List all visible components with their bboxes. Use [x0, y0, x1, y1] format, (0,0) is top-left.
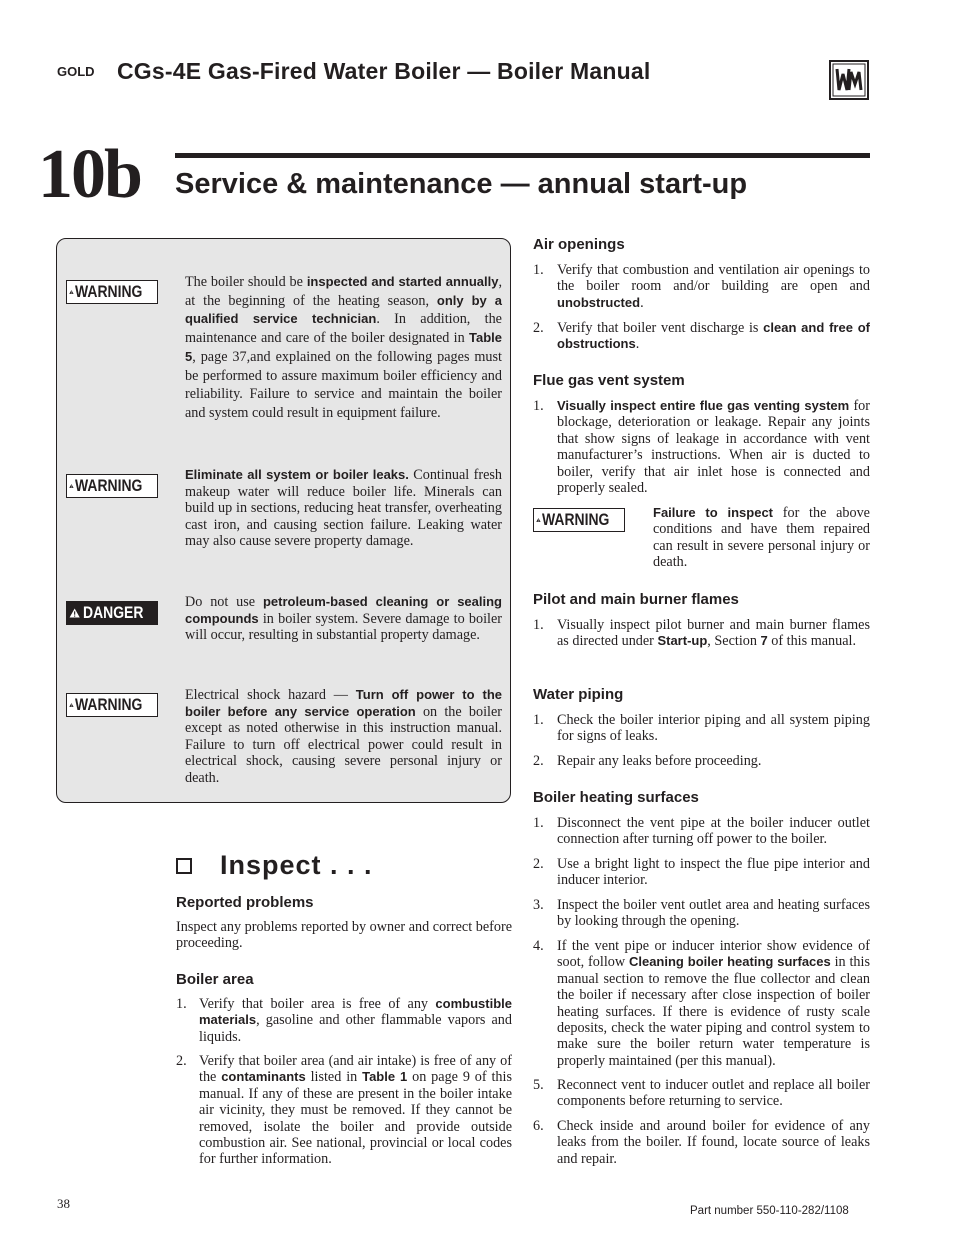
- body-text: Use a bright light to inspect the flue pipe interior and inducer interior.: [557, 856, 870, 889]
- pilot-heading: Pilot and main burner flames: [533, 591, 739, 608]
- emphasis-text: Visually inspect entire flue gas venting system: [557, 398, 850, 413]
- emphasis-text: 7: [760, 633, 768, 649]
- part-number: Part number 550-110-282/1108: [690, 1205, 849, 1217]
- list-number: 1.: [533, 712, 544, 728]
- warning-triangle-icon: [69, 477, 74, 495]
- body-text: Reconnect vent to inducer outlet and replace all boiler components before returning to service.: [557, 1077, 870, 1110]
- body-text: , page 37,and explained on the following pages must be performed to assure maximum boiler efficiency and reliability. Failure to service and maintain the boiler and system could result in equipment failure.: [185, 348, 502, 421]
- emphasis-text: Start-up: [657, 633, 708, 649]
- list-item: [557, 262, 870, 311]
- emphasis-text: Table 1: [362, 1069, 408, 1085]
- brand-label: GOLD: [57, 64, 95, 79]
- body-text: for the above conditions and have them repaired can result in severe personal injury or death.: [653, 505, 870, 571]
- list-number: 1.: [533, 815, 544, 831]
- list-number: 2.: [533, 856, 544, 872]
- body-text: Verify that boiler area is free of any: [199, 996, 436, 1012]
- warning-badge: [66, 280, 158, 304]
- list-item: [557, 1118, 870, 1167]
- section-number: 10b: [38, 136, 141, 213]
- warning-triangle-icon: [536, 511, 541, 529]
- emphasis-text: Failure to inspect: [653, 505, 774, 520]
- emphasis-text: clean and free of obstructions: [557, 320, 870, 352]
- heading-rule: [175, 153, 870, 158]
- list-item: [557, 712, 870, 745]
- list-item: [557, 320, 870, 353]
- section-title: Service & maintenance — annual start-up: [175, 168, 748, 200]
- boiler-area-heading: Boiler area: [176, 971, 254, 988]
- inspect-heading: Inspect . . .: [220, 850, 373, 880]
- list-number: 6.: [533, 1118, 544, 1134]
- list-item: [557, 398, 870, 496]
- list-number: 2.: [533, 753, 544, 769]
- reported-problems-text: Inspect any problems reported by owner and correct before proceeding.: [176, 919, 512, 952]
- list-number: 2.: [176, 1053, 187, 1069]
- warning-badge: [66, 474, 158, 498]
- body-text: Electrical shock hazard —: [185, 687, 356, 703]
- body-text: Verify that boiler area (and air intake) is free of any of the: [199, 1053, 512, 1086]
- warning-text-1: [185, 273, 502, 423]
- warning-text-4: [185, 687, 502, 787]
- list-item: [557, 938, 870, 1069]
- list-item: [199, 996, 512, 1045]
- body-text: Visually inspect pilot burner and main burner flames as directed under: [557, 617, 870, 650]
- warning-text-2: [185, 467, 502, 550]
- body-text: , Section: [707, 633, 761, 650]
- reported-problems-heading: Reported problems: [176, 894, 314, 911]
- body-text: The boiler should be: [185, 274, 307, 290]
- list-number: 3.: [533, 897, 544, 913]
- emphasis-text: petroleum-based cleaning or sealing compounds: [185, 594, 502, 626]
- list-number: 1.: [176, 996, 187, 1012]
- manual-title: CGs-4E Gas-Fired Water Boiler — Boiler Manual: [117, 58, 651, 84]
- body-text: If the vent pipe or inducer interior show evidence of soot, follow: [557, 938, 870, 971]
- danger-badge: [66, 601, 158, 625]
- body-text: on the boiler except as noted otherwise in this instruction manual. Failure to turn off electrical power could result in electrical shock, causing severe personal injury or death.: [185, 703, 502, 786]
- list-number: 5.: [533, 1077, 544, 1093]
- danger-text: [185, 594, 502, 644]
- body-text: Repair any leaks before proceeding.: [557, 753, 762, 769]
- body-text: Disconnect the vent pipe at the boiler inducer outlet connection after turning off power to the boiler.: [557, 815, 870, 848]
- danger-label: DANGER: [83, 603, 144, 622]
- warning-label: WARNING: [74, 476, 143, 495]
- air-openings-heading: Air openings: [533, 236, 625, 253]
- body-text: Check inside and around boiler for evidence of any leaks from the boiler. If found, locate source of leaks and repair.: [557, 1118, 870, 1167]
- warning-label: WARNING: [74, 282, 143, 301]
- body-text: .: [635, 336, 640, 353]
- warning-badge: [66, 693, 158, 717]
- list-item: [199, 1053, 512, 1168]
- body-text: Continual fresh makeup water will reduce boiler life. Minerals can build up in sections, reducing heat transfer, overheating cast iron, and causing section failure. Leaking water may also cause severe property damage.: [185, 467, 502, 550]
- list-number: 2.: [533, 320, 544, 336]
- list-item: [557, 617, 870, 650]
- body-text: , gasoline and other flammable vapors and liquids.: [199, 1012, 512, 1045]
- body-text: for blockage, deterioration or leakage. Repair any joints that show signs of leakage in accordance with vent manufacturer’s instructions. When air is ducted to boiler, verify that air inlet hose is connected and properly sealed.: [557, 398, 871, 497]
- body-text: . In addition, the maintenance and care of the boiler designated in: [185, 311, 502, 347]
- emphasis-text: Cleaning boiler heating surfaces: [628, 954, 831, 970]
- emphasis-text: combustible materials: [199, 996, 512, 1028]
- warning-label: WARNING: [541, 510, 610, 529]
- list-item: [557, 815, 870, 848]
- body-text: listed in: [305, 1069, 363, 1086]
- list-item: [557, 897, 870, 930]
- body-text: Do not use: [185, 594, 263, 610]
- emphasis-text: contaminants: [221, 1069, 306, 1085]
- body-text: Inspect the boiler vent outlet area and heating surfaces by looking through the opening.: [557, 897, 870, 930]
- emphasis-text: unobstructed: [557, 294, 641, 310]
- warning-label: WARNING: [74, 695, 143, 714]
- body-text: of this manual.: [767, 633, 856, 650]
- wm-logo-icon: [829, 60, 869, 100]
- list-item: [557, 856, 870, 889]
- emphasis-text: only by a qualified service technician: [185, 292, 502, 327]
- list-number: 1.: [533, 617, 544, 633]
- emphasis-text: Eliminate all system or boiler leaks.: [185, 467, 409, 482]
- emphasis-text: Turn off power to the boiler before any service operation: [185, 687, 502, 719]
- page-number: 38: [57, 1196, 70, 1211]
- heating-surfaces-heading: Boiler heating surfaces: [533, 789, 699, 806]
- list-number: 1.: [533, 262, 544, 278]
- body-text: in this manual section to remove the flue collector and clean the boiler if necessary after close inspection of boiler heating surfaces. If there is evidence of rusty scale deposits, check the water piping and control system to make sure the boiler return water temperature is properly maintained (per this manual).: [557, 954, 870, 1069]
- emphasis-text: inspected and started annually: [306, 274, 499, 289]
- body-text: Verify that boiler vent discharge is: [557, 320, 764, 336]
- list-number: 1.: [533, 398, 544, 414]
- warning-badge: [533, 508, 625, 532]
- body-text: , at the beginning of the heating season,: [185, 274, 502, 309]
- body-text: in boiler system. Severe damage to boiler will occur, resulting in substantial property damage.: [185, 610, 502, 644]
- warning-triangle-icon: [69, 283, 74, 301]
- water-piping-heading: Water piping: [533, 686, 624, 703]
- body-text: .: [640, 294, 644, 311]
- body-text: Verify that combustion and ventilation air openings to the boiler room and/or building are open and: [557, 262, 870, 295]
- list-number: 4.: [533, 938, 544, 954]
- danger-triangle-icon: [69, 604, 80, 622]
- body-text: on page 9 of this manual. If any of these are present in the boiler intake air vicinity, they must be removed. If they cannot be removed, isolate the boiler and provide outside combustion air. See national, provincial or local codes for further information.: [199, 1069, 512, 1168]
- flue-gas-heading: Flue gas vent system: [533, 372, 685, 389]
- list-item: [557, 1077, 870, 1110]
- checkbox-icon: [176, 858, 192, 874]
- flue-warning-text: [653, 505, 870, 571]
- emphasis-text: Table 5: [185, 330, 502, 364]
- body-text: Check the boiler interior piping and all system piping for signs of leaks.: [557, 712, 870, 745]
- list-item: [557, 753, 870, 769]
- warning-triangle-icon: [69, 696, 74, 714]
